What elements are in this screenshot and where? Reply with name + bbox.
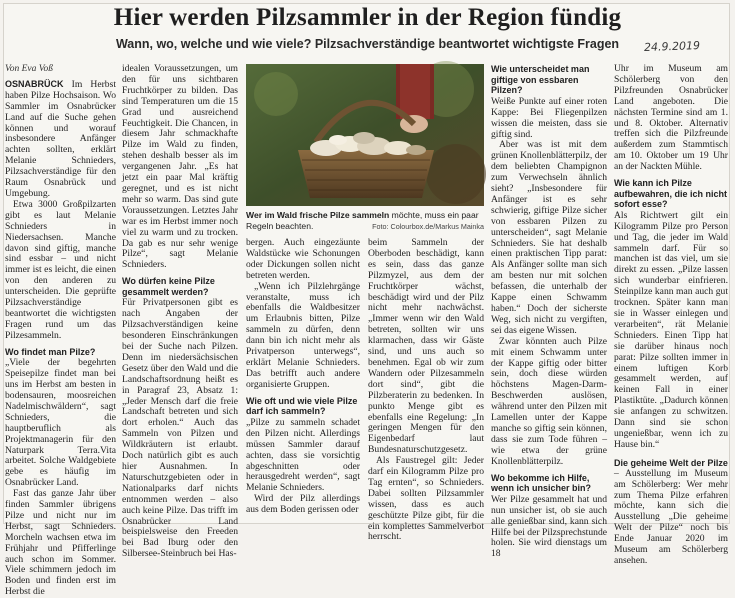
article-column-1 — [5, 64, 116, 598]
photo-credit: Foto: Colourbox.de/Markus Mainka — [372, 222, 484, 231]
article-column-4 — [368, 237, 484, 543]
question-heading: Wie kann ich Pilze aufbewahren, die ich nicht sofort esse? — [614, 178, 728, 210]
paragraph: „Wenn ich Pilzlehrgänge veranstalte, muss ich ebenfalls die Waldbesitzer um Erlaubnis bitten, Pilze sammeln zu dürfen, denn dann bin ich nicht mehr als Privatperson unterwegs“, erklärt Melanie Schnieders. Das betrifft auch andere organisierte Gruppen. — [246, 280, 360, 390]
paragraph: idealen Voraussetzungen, um den für uns sichtbaren Fruchtkörper zu bilden. Das sind Temperaturen um die 15 Grad und ausreichend Feuchtigkeit. Die Chancen, in diesem Jahr schmackhafte Pilze im Wald zu finden, stehen deshalb besser als im vergangenen Jahr. „Es hat jetzt ein paar Mal kräftig geregnet, und es ist nicht mehr so warm. Das sind gute Voraussetzungen. Letztes Jahr war es im Herbst immer noch viel zu warm und zu trocken. Da gab es nur sehr wenige Pilze“, sagt Melanie Schnieders. — [122, 63, 238, 271]
article-column-2 — [122, 63, 238, 560]
paragraph: Zwar könnten auch Pilze mit einem Schwamm unter der Kappe giftig oder bitter sein, doch diese würden höchstens Magen-Darm-Beschwerden auslösen, während unter den Pilzen mit Lamellen unter der Kappe manche so giftig sein können, dass sie zum Tode führen – wie etwa der grüne Knollenblätterpilz. — [491, 335, 607, 467]
handwritten-date: 24.9.2019 — [643, 39, 701, 54]
article-column-6 — [614, 63, 728, 566]
headline: Hier werden Pilzsammler in der Region fündig — [113, 4, 622, 31]
mushroom-basket-photo — [246, 64, 484, 206]
paragraph: Aber was ist mit dem grünen Knollenblätterpilz, der dem beliebten Champignon zum Verwechseln ähnlich sieht? „Insbesondere für Anfänger ist es sehr schwierig, giftige Pilze sicher von essbaren Pilzen zu unterscheiden“, sagt Melanie Schnieders. Sie hat deshalb einen praktischen Tipp parat: Als Anfänger sollte man sich am besten nur mit solchen befassen, die unterhalb der Kappe einen Schwamm haben.“ Doch der sicherste Weg, sich nicht zu vergiften, sei das eigene Wissen. — [491, 139, 607, 336]
paragraph: OSNABRÜCK Im Herbst haben Pilze Hochsaison. Wo Sammler im Osnabrücker Land auf die Suche gehen können und worauf insbesondere Anfänger achten sollten, erklärt Melanie Schnieders, Pilzsachverständige für den Raum Osnabrück und Umgebung. — [5, 78, 116, 199]
photo-caption — [246, 210, 484, 231]
paragraph: bergen. Auch eingezäunte Waldstücke wie Schonungen oder Dickungen sollen nicht betreten werden. — [246, 237, 360, 281]
paragraph: Wer Pilze gesammelt hat und nun unsicher ist, ob sie auch alle genießbar sind, kann sich Hilfe bei der Pilzsprechstunde holen. Sie wird dienstags um 18 — [491, 493, 607, 560]
paragraph: Als Faustregel gilt: Jeder darf ein Kilogramm Pilze pro Tag ernten“, so Schnieders. Dabei sollten Pilzsammler wissen, dass es auch geschützte Pilze gibt, für die ein komplettes Sammelverbot herrscht. — [368, 455, 484, 543]
question-heading: Wie oft und wie viele Pilze darf ich sammeln? — [246, 395, 358, 417]
paragraph: Uhr im Museum am Schölerberg von den Pilzfreunden Osnabrücker Land angeboten. Die nächsten Termine sind am 1. und 8. Oktober. Alternativ treffen sich die Pilzfreunde außerdem zum Stammtisch am 10. Oktober um 19 Uhr an der Nackten Mühle. — [614, 63, 728, 173]
info-box-text: – Ausstellung im Museum am Schölerberg: Wer mehr zum Thema Pilze erfahren möchte, kann sich die Ausstellung „Die geheime Welt der Pilze“ noch bis Ende Januar 2020 im Museum am Schölerberg ansehen. — [614, 467, 728, 566]
dateline: OSNABRÜCK — [5, 78, 64, 89]
article-column-5 — [491, 64, 607, 560]
byline: Von Eva Voß — [5, 64, 54, 74]
paragraph: „Viele der begehrten Speisepilze findet man bei uns im Herbst am besten in bodensauren, moosreichen Nadelmischwäldern“, sagt Schnieders, die hauptberuflich als Projektmanagerin für den Naturpark Terra.Vita arbeitet. Solche Waldgebiete gebe es häufig im Osnabrücker Land. — [5, 357, 116, 489]
paragraph: beim Sammeln der Oberboden beschädigt, kann es sein, dass das ganze Pilzmyzel, aus dem der Fruchtkörper wächst, beschädigt wird und der Pilz nicht mehr nachwächst. „Immer wenn wir den Wald betreten, sollten wir uns klarmachen, dass wir Gäste sind, und uns auch so benehmen. Egal ob wir zum Wandern oder Pilzesammeln dort sind“, gibt die Pilzberaterin zu bedenken. In punkto Menge gibt es ebenfalls eine Regelung: „In geringen Mengen für den Eigenbedarf laut Bundesnaturschutzgesetz. — [368, 237, 484, 456]
paragraph: Wird der Pilz allerdings aus dem Boden gerissen oder — [246, 493, 360, 516]
question-heading: Wo bekomme ich Hilfe, wenn ich unsicher bin? — [491, 472, 592, 494]
photo-image — [246, 64, 484, 206]
info-box-heading: Die geheime Welt der Pilze — [614, 457, 728, 468]
subheadline: Wann, wo, welche und wie viele? Pilzsachverständige beantwortet wichtigste Fragen — [115, 37, 620, 51]
caption-lead: Wer im Wald frische Pilze sammeln — [246, 210, 390, 220]
paragraph: Etwa 3000 Großpilzarten gibt es laut Melanie Schnieders in Niedersachsen. Manche davon sind giftig, manche sind essbar – und nicht immer ist es leicht, die einen von den anderen zu unterscheiden. Die geprüfte Pilzsachverständige beantwortet die wichtigsten Fragen rund um das Pilzesammeln. — [5, 198, 116, 341]
article-column-3 — [246, 238, 360, 522]
paragraph: Für Privatpersonen gibt es nach Angaben der Pilzsachverständigen keine besonderen Einschränkungen bei der Suche nach Pilzen. Denn im niedersächsischen Gesetz über den Wald und die Landschaftsordnung heißt es in Paragraf 23, Absatz 1: „Jeder Mensch darf die freie Landschaft betreten und sich dort erholen.“ Auch das Sammeln von Pilzen und Wildkräutern ist erlaubt. Doch natürlich gibt es auch hier Ausnahmen. In Naturschutzgebieten oder in Nationalparks darf nichts entnommen werden – also auch keine Pilze. Das trifft im Osnabrücker Land beispielsweise den Freeden bei Bad Iburg oder den Silbersee-Steinbruch bei Has- — [122, 297, 238, 560]
question-heading: Wo dürfen keine Pilze gesammelt werden? — [122, 276, 215, 297]
question-heading: Wo findet man Pilze? — [5, 346, 96, 357]
paragraph: „Pilze zu sammeln schadet den Pilzen nicht. Allerdings müssen Sammler darauf achten, dass sie vorsichtig abgeschnitten oder herausgedreht werden“, sagt Melanie Schnieders. — [246, 416, 360, 494]
paragraph: Als Richtwert gilt ein Kilogramm Pilze pro Person und Tag, die jeder im Wald sammeln darf. Für so manchen ist das viel, um sie direkt zu essen. „Pilze lassen sich wunderbar einfrieren. Steinpilze kann man auch gut trocknen. Später kann man sie in Wasser einlegen und verarbeiten“, rät Melanie Schnieders. Einen Tipp hat sie darüber hinaus noch parat: Pilze sollten immer in einem luftigen Korb gesammelt werden, auf keinen Fall in einer Plastiktüte. „Dadurch können sie anfangen zu schwitzen. Dann sind sie schon ungenießbar, wenn ich zu Hause bin.“ — [614, 209, 728, 450]
paragraph: Weiße Punkte auf einer roten Kappe: Bei Fliegenpilzen wissen die meisten, dass sie giftig sind. — [491, 95, 607, 140]
caption-text: möchte, muss ein paar Regeln beachten. — [246, 210, 479, 231]
question-heading: Wie unterscheidet man giftige von essbaren Pilzen? — [491, 64, 590, 96]
paragraph: Fast das ganze Jahr über finden Sammler übrigens Pilze und nicht nur im Herbst, sagt Schnieders. Morcheln wachsen etwa im Frühjahr und Pfifferlinge auch schon im Sommer. Viele schimmern jedoch im Boden und finden erst im Herbst die — [5, 488, 116, 598]
